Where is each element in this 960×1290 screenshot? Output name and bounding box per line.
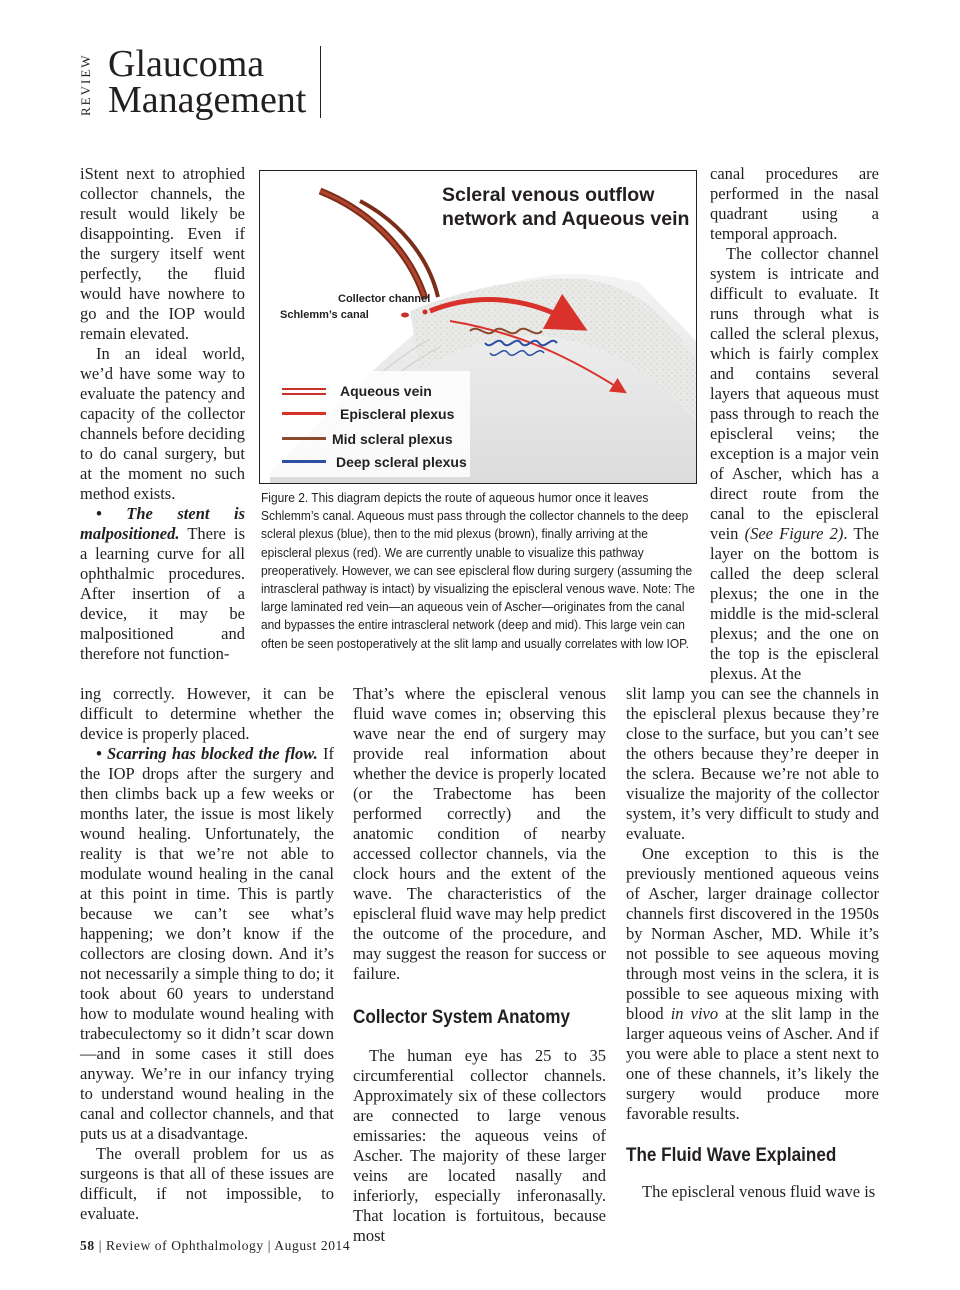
section-heading: The Fluid Wave Explained	[626, 1145, 837, 1166]
paragraph	[710, 244, 879, 684]
legend-swatch	[282, 412, 326, 415]
publication-name: Review of Ophthalmology	[105, 1238, 264, 1253]
middle-column	[353, 684, 606, 1246]
section-tag: REVIEW	[78, 53, 93, 117]
paragraph: The overall problem for us as surgeons is that all of these issues are difficult, if not impossible, to evaluate.	[80, 1144, 334, 1223]
text-run: The collector channel system is intricate and difficult to evaluate. It runs through what is called the scleral plexus, which is fairly complex and contains several layers that aqueous must pass through to reach the episcleral veins; the exception is a major vein of Ascher, which has a direct route from the canal to the episcleral vein	[710, 244, 879, 543]
legend-label: Mid scleral plexus	[332, 431, 453, 447]
section-heading: Collector System Anatomy	[353, 1007, 570, 1028]
bullet-paragraph	[80, 744, 334, 1144]
legend-label: Episcleral plexus	[340, 406, 455, 422]
paragraph: slit lamp you can see the channels in the episcleral plexus because they’re close to the surface, but you can’t see the others because they’re deeper in the sclera. Because we’re not able to visualize the majority of the collector system, it’s very difficult to study and evaluate.	[626, 684, 879, 843]
label-collector-channel: Collector channel	[338, 293, 431, 305]
bullet-text: If the IOP drops after the surgery and then climbs back up a few weeks or months later, the issue is most likely wound healing. Unfortunately, the reality is that we’re not able to modulate wound healing in the canal at this point in time. This is partly because we can’t see what’s happening; we don’t know if the collectors are closing down. And it’s not necessarily a simple thing to do; it took about 60 years to understand how to modulate wound healing with trabeculectomy so it didn’t scar down—and in some cases it still does anyway. We’re in our infancy trying to understand wound healing in the canal and collector channels, and that puts us at a disadvantage.	[80, 744, 334, 1143]
left-column-upper	[80, 164, 245, 664]
bullet-paragraph	[80, 504, 245, 664]
legend-swatch	[282, 460, 326, 463]
footer-separator: |	[267, 1238, 275, 1253]
figure-reference: (See Figure 2)	[744, 524, 844, 543]
left-column-lower	[80, 684, 334, 1224]
bullet-heading: • The stent is malpositioned.	[80, 504, 245, 543]
bullet-heading: • Scarring has blocked the flow.	[96, 744, 318, 763]
paragraph	[626, 844, 879, 1124]
footer-separator: |	[98, 1238, 106, 1253]
label-schlemms-canal: Schlemm’s canal	[280, 309, 369, 321]
legend-label: Aqueous vein	[340, 383, 432, 399]
paragraph: That’s where the episcleral venous fluid wave comes in; observing this wave near the end of surgery may provide real information about whether the device is properly located (or the Trabectome has been performed correctly) and the anatomic condition of nearby accessed collector channels, via the clock hours and the extent of the wave. The characteristics of the episcleral fluid wave may help predict the outcome of the procedure, and may suggest the reason for success or failure.	[353, 684, 606, 983]
text-run: . The layer on the bottom is called the deep scleral plexus; the one in the middle is the mid-scleral plexus; and the one on the top is the episcleral plexus. At the	[710, 524, 879, 683]
page-number: 58	[80, 1238, 95, 1253]
figure-title: Scleral venous outflow network and Aqueous vein	[442, 184, 690, 230]
paragraph: ing correctly. However, it can be difficult to determine whether the device is properly placed.	[80, 684, 334, 743]
right-column-lower	[626, 684, 879, 1202]
schlemms-canal-dot	[401, 313, 409, 318]
paragraph: canal procedures are performed in the nasal quadrant using a temporal approach.	[710, 164, 879, 243]
issue-date: August 2014	[274, 1238, 351, 1253]
page-footer	[80, 1238, 350, 1254]
legend-swatch	[282, 388, 326, 395]
right-column-upper	[710, 164, 879, 684]
department-title-line2: Management	[108, 79, 307, 121]
collector-channel-dot	[423, 310, 428, 315]
department-title	[108, 43, 321, 121]
department-title-line1: Glaucoma	[108, 43, 265, 85]
paragraph: The episcleral venous fluid wave is	[642, 1182, 876, 1201]
paragraph: The human eye has 25 to 35 circumferential collector channels. Approximately six of these collectors are connected to large venous emissaries: the aqueous veins of Ascher. The majority of these larger veins are located nasally and inferiorly, especially inferonasally. That location is fortuitous, because most	[353, 1046, 606, 1245]
legend-swatch	[282, 437, 326, 440]
text-run: at the slit lamp in the larger aqueous veins of Ascher. And if you were able to place a stent next to one of these channels, it’s likely the surgery would produce more favorable results.	[626, 1004, 879, 1123]
text-run: One exception to this is the previously mentioned aqueous veins of Ascher, larger drainage collector channels first discovered in the 1950s by Norman Ascher, MD. While it’s not possible to see aqueous moving through most veins in the sclera, it is possible to see aqueous mixing with blood	[626, 844, 879, 1023]
bullet-text: There is a learning curve for all ophthalmic procedures. After insertion of a device, it may be malpositioned and therefore not function-	[80, 524, 245, 663]
figure-caption: Figure 2. This diagram depicts the route of aqueous humor once it leaves Schlemm’s canal. Aqueous must pass through the collector channels to the deep scleral plexus (blue), then to the mid plexus (brown), finally arriving at the episcleral plexus (red). We are currently unable to visualize this pathway preoperatively. However, we can see episcleral flow during surgery (assuming the intrascleral pathway is intact) by visualizing the episcleral venous wave. Note: The large laminated red vein—an aqueous vein of Ascher—originates from the canal and bypasses the entire intrascleral network (deep and mid). This large vein can often be seen postoperatively at the slit lamp and usually correlates with low IOP.	[261, 490, 695, 651]
figure-2	[259, 170, 697, 484]
paragraph: iStent next to atrophied collector channels, the result would likely be disappointing. Even if the surgery itself went perfectly, the fluid would have nowhere to go and the IOP would remain elevated.	[80, 164, 245, 343]
paragraph: In an ideal world, we’d have some way to evaluate the patency and capacity of the collector channels before deciding to do canal surgery, but at the moment no such method exists.	[80, 344, 245, 503]
emphasis: in vivo	[670, 1004, 719, 1023]
legend-label: Deep scleral plexus	[336, 454, 467, 470]
